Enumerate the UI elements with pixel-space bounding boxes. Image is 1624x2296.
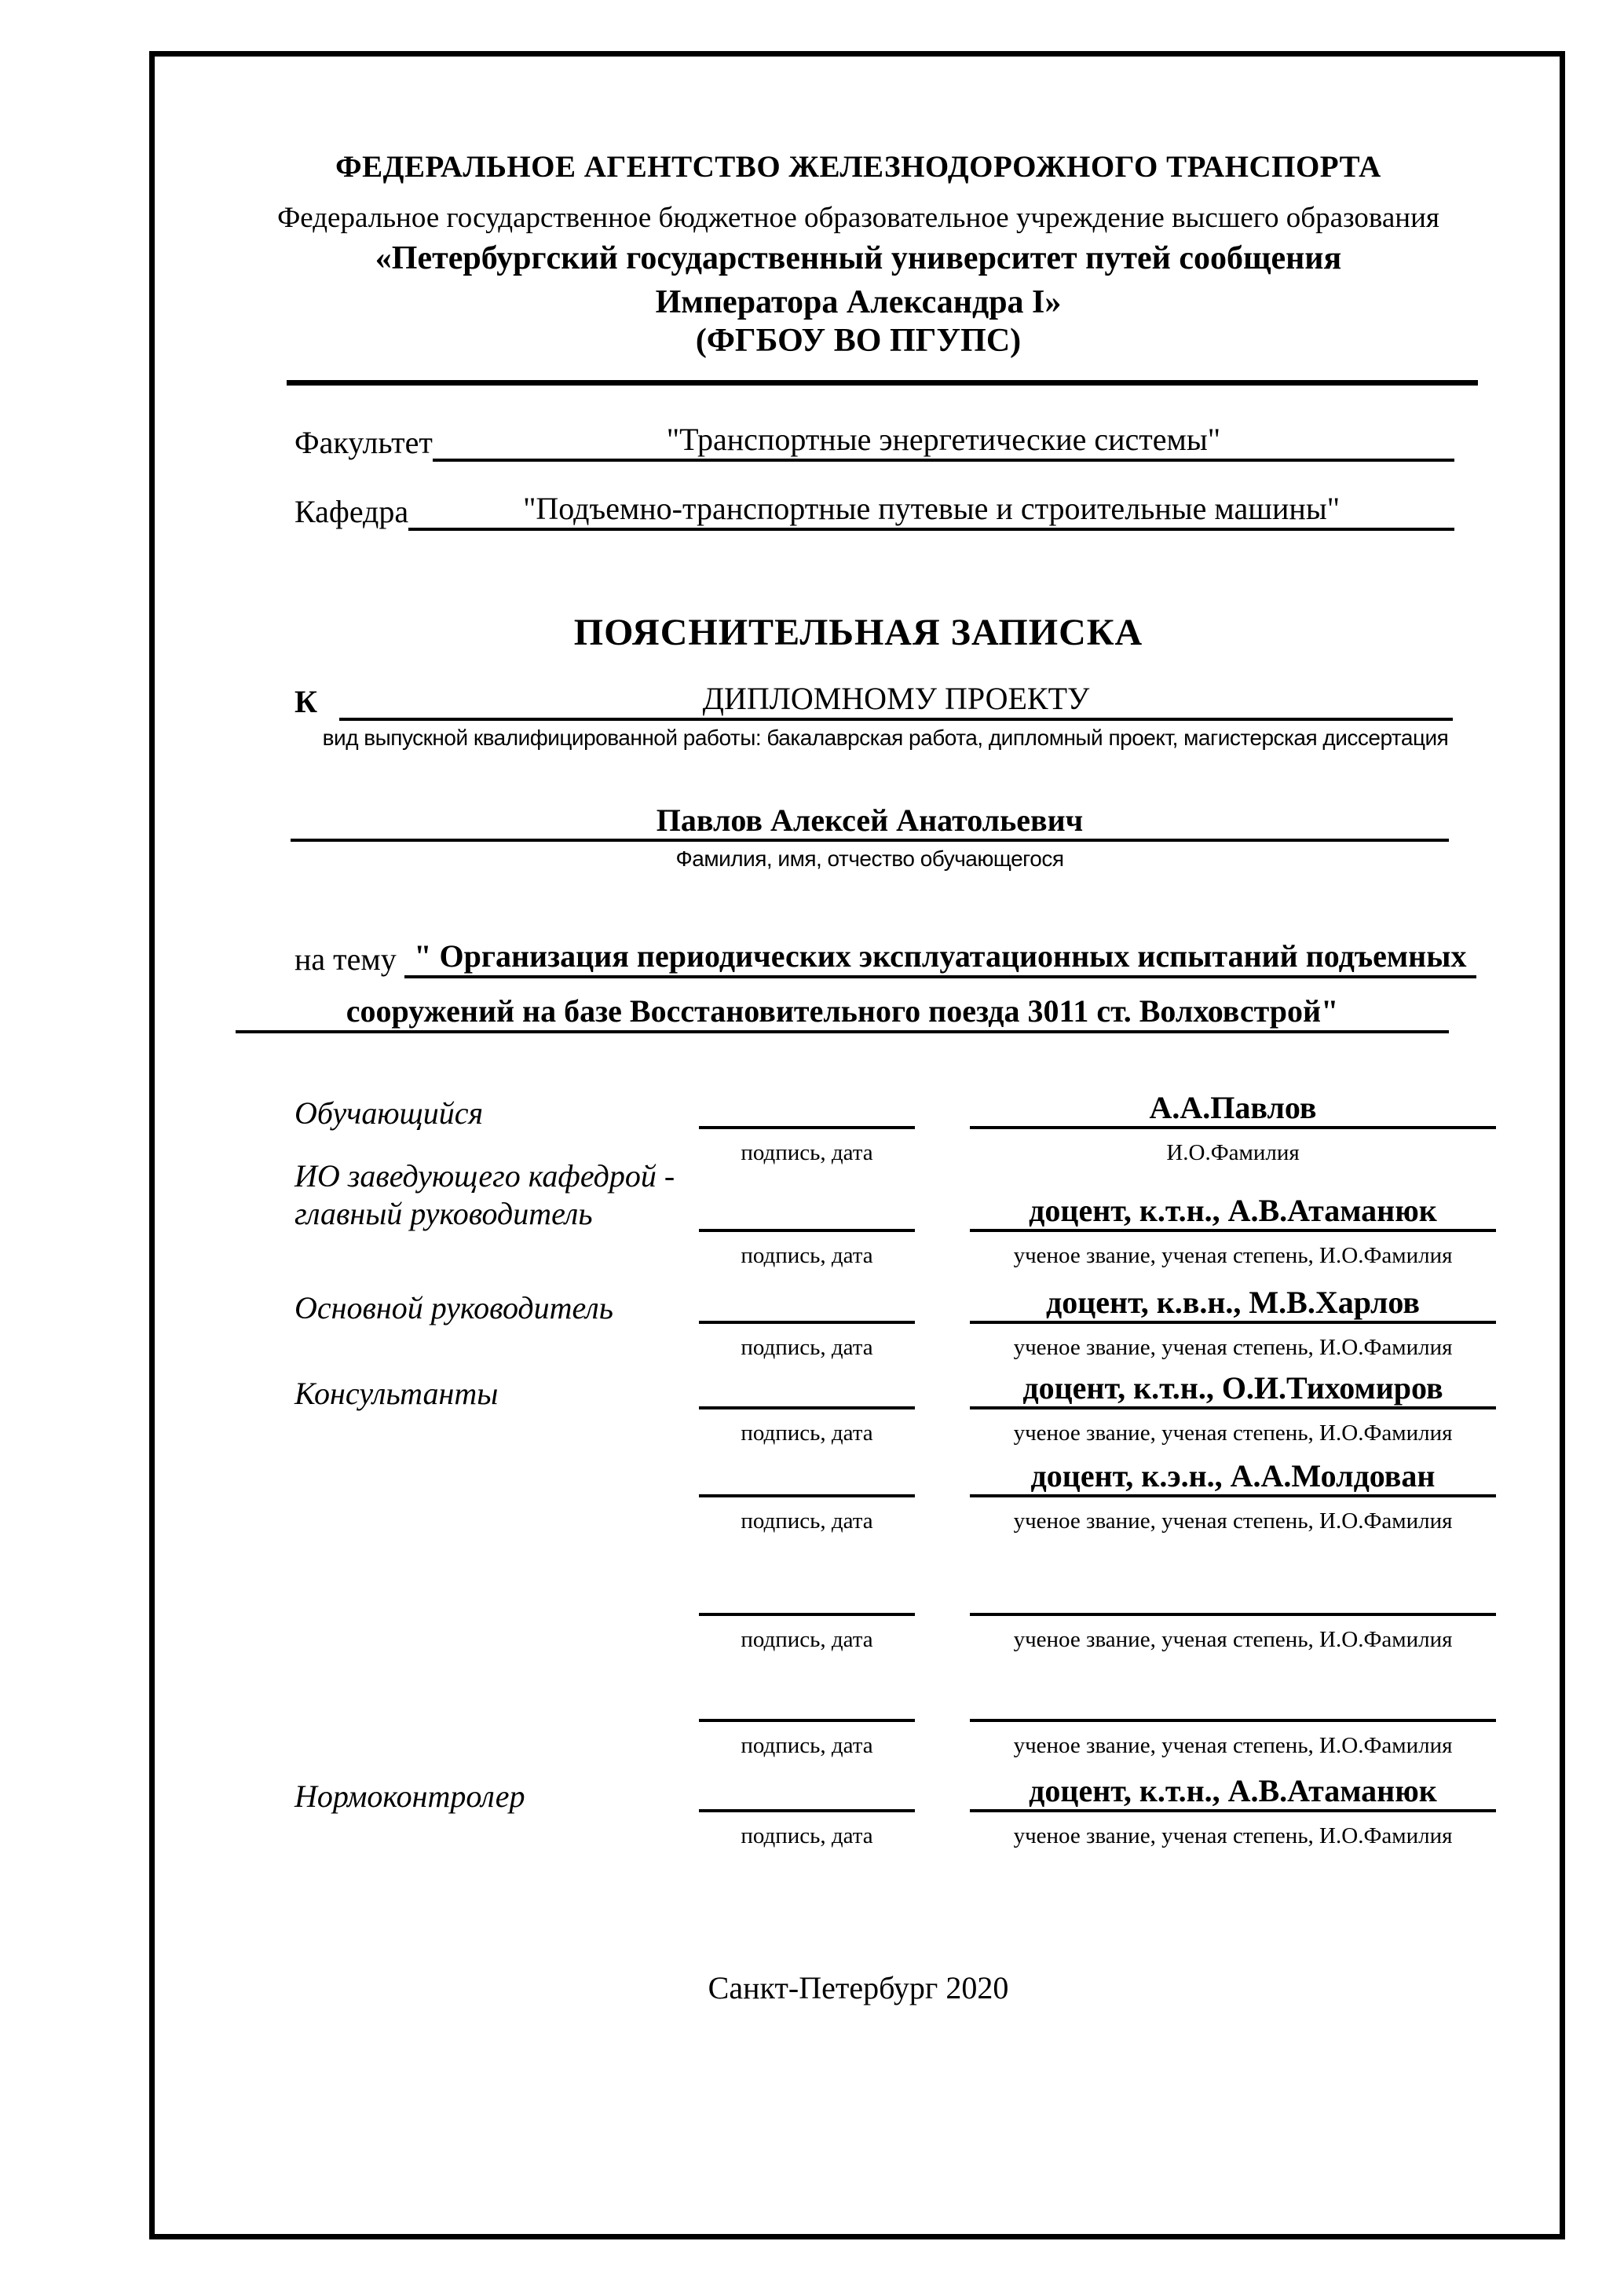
header-divider-rule — [287, 380, 1478, 386]
signature-person-name: А.А.Павлов — [1149, 1090, 1317, 1125]
signature-caption: подпись, дата — [741, 1420, 873, 1446]
department-underline — [408, 490, 1454, 531]
person-name-caption: ученое звание, ученая степень, И.О.Фамилия — [1013, 1508, 1453, 1534]
person-name-caption: И.О.Фамилия — [1166, 1140, 1300, 1165]
header-agency: ФЕДЕРАЛЬНОЕ АГЕНТСТВО ЖЕЛЕЗНОДОРОЖНОГО ТРАНСПОРТА — [335, 150, 1381, 184]
signature-person-name: доцент, к.т.н., А.В.Атаманюк — [1029, 1773, 1437, 1808]
city-year: Санкт-Петербург 2020 — [708, 1970, 1009, 2005]
document-title: ПОЯСНИТЕЛЬНАЯ ЗАПИСКА — [573, 612, 1143, 653]
signature-person-name: доцент, к.в.н., М.В.Харлов — [1045, 1285, 1421, 1320]
header-university-abbreviation: (ФГБОУ ВО ПГУПС) — [695, 323, 1022, 359]
signature-role-line1: Основной руководитель — [294, 1290, 613, 1325]
signature-caption: подпись, дата — [741, 1627, 873, 1652]
department-value: "Подъемно-транспортные путевые и строительные машины" — [523, 491, 1341, 526]
signature-person-name: доцент, к.т.н., О.И.Тихомиров — [1022, 1370, 1443, 1406]
signature-underline — [699, 1321, 915, 1324]
signature-caption: подпись, дата — [741, 1508, 873, 1534]
person-name-caption: ученое звание, ученая степень, И.О.Фамилия — [1013, 1627, 1453, 1652]
person-name-caption: ученое звание, ученая степень, И.О.Фамилия — [1013, 1733, 1453, 1758]
person-name-underline — [970, 1229, 1496, 1232]
person-name-underline — [970, 1719, 1496, 1722]
student-name-field — [291, 803, 1449, 842]
person-name-caption: ученое звание, ученая степень, И.О.Фамилия — [1013, 1823, 1453, 1848]
faculty-label: Факультет — [294, 425, 433, 460]
signature-role-line1: ИО заведующего кафедрой - — [294, 1158, 675, 1194]
header-university-name-line1: «Петербургский государственный университет путей сообщения — [375, 240, 1342, 276]
signature-underline — [699, 1406, 915, 1409]
person-name-underline — [970, 1809, 1496, 1812]
department-field — [294, 490, 1454, 531]
signature-person-name: доцент, к.т.н., А.В.Атаманюк — [1029, 1193, 1437, 1228]
signature-role-label — [294, 1375, 699, 1413]
faculty-value: "Транспортные энергетические системы" — [666, 422, 1221, 457]
topic-label: на тему — [294, 941, 397, 977]
topic-line1-field — [294, 938, 1476, 978]
signature-person-name — [970, 1683, 1496, 1719]
signature-underline — [699, 1719, 915, 1722]
signature-caption: подпись, дата — [741, 1140, 873, 1165]
signature-role-line1: Нормоконтролер — [294, 1779, 525, 1814]
person-name-caption: ученое звание, ученая степень, И.О.Фамилия — [1013, 1335, 1453, 1360]
signature-role-label — [294, 1289, 699, 1327]
project-type-underline — [339, 680, 1453, 721]
project-type-field — [294, 680, 1453, 721]
signature-role-label — [294, 1095, 699, 1132]
student-name-underline — [291, 803, 1449, 842]
signature-caption: подпись, дата — [741, 1335, 873, 1360]
project-prefix: К — [294, 684, 318, 719]
signature-caption: подпись, дата — [741, 1823, 873, 1848]
signature-underline — [699, 1229, 915, 1232]
topic-line2: сооружений на базе Восстановительного поезда 3011 ст. Волховстрой" — [236, 993, 1449, 1033]
person-name-underline — [970, 1613, 1496, 1616]
person-name-caption: ученое звание, ученая степень, И.О.Фамилия — [1013, 1243, 1453, 1268]
signature-underline — [699, 1494, 915, 1497]
person-name-underline — [970, 1494, 1496, 1497]
project-type-value: ДИПЛОМНОМУ ПРОЕКТУ — [702, 681, 1090, 716]
topic-line1: " Организация периодических эксплуатационных испытаний подъемных — [404, 938, 1476, 978]
signature-role-label — [294, 1157, 699, 1233]
topic-line2-field — [236, 993, 1449, 1033]
person-name-caption: ученое звание, ученая степень, И.О.Фамилия — [1013, 1420, 1453, 1446]
student-name: Павлов Алексей Анатольевич — [656, 803, 1084, 838]
signature-caption: подпись, дата — [741, 1733, 873, 1758]
faculty-field — [294, 421, 1454, 462]
signature-underline — [699, 1613, 915, 1616]
header-institution-type: Федеральное государственное бюджетное образовательное учреждение высшего образования — [277, 202, 1439, 234]
signature-caption: подпись, дата — [741, 1243, 873, 1268]
signature-person-name — [970, 1577, 1496, 1613]
student-name-caption: Фамилия, имя, отчество обучающегося — [675, 846, 1064, 871]
signature-underline — [699, 1809, 915, 1812]
person-name-underline — [970, 1126, 1496, 1129]
signature-role-label — [294, 1778, 699, 1815]
header-university-name-line2: Императора Александра I» — [655, 284, 1062, 320]
signature-role-line1: Обучающийся — [294, 1095, 484, 1131]
department-label: Кафедра — [294, 494, 409, 529]
signature-underline — [699, 1126, 915, 1129]
signature-role-line2: главный руководитель — [294, 1196, 593, 1231]
project-type-caption: вид выпускной квалифицированной работы: бакалаврская работа, дипломный проект, магистерская диссертация — [322, 726, 1449, 750]
signature-role-line1: Консультанты — [294, 1376, 499, 1411]
signature-person-name: доцент, к.э.н., А.А.Молдован — [1030, 1458, 1436, 1493]
person-name-underline — [970, 1321, 1496, 1324]
faculty-underline — [433, 421, 1454, 462]
person-name-underline — [970, 1406, 1496, 1409]
